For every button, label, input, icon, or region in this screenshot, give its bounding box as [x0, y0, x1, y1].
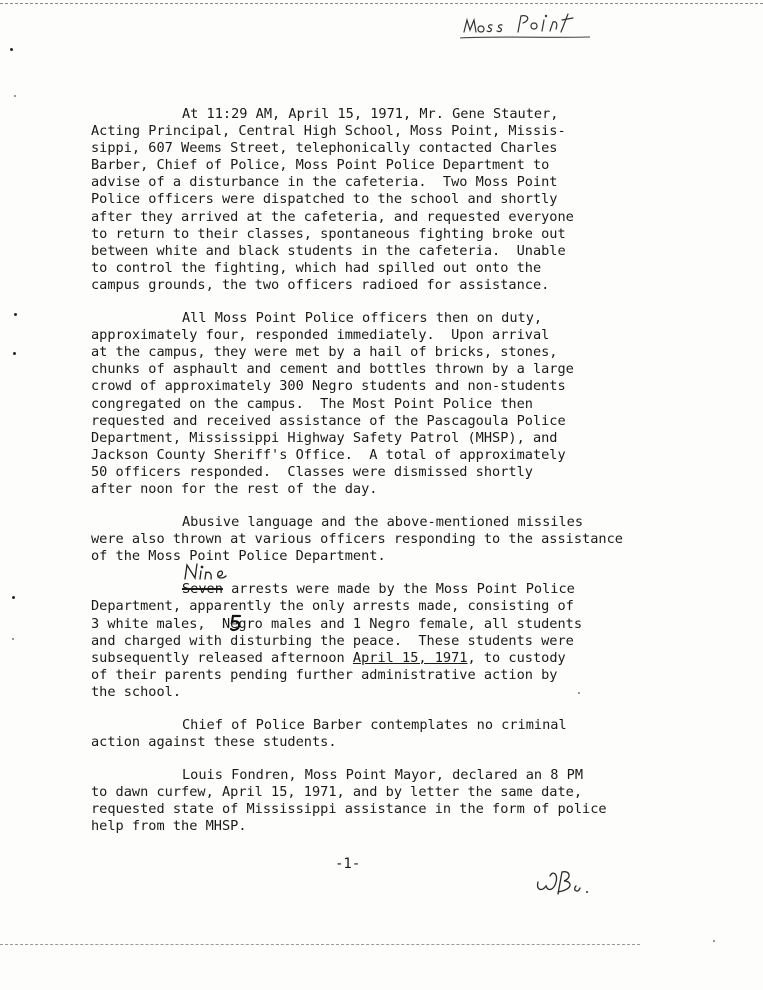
paragraph-3 — [91, 514, 751, 565]
text-line: 3 white males, Negro males and 1 Negro female, all students — [91, 615, 583, 632]
text-fragment: subsequently released afternoon — [91, 649, 353, 666]
text-line: Abusive language and the above-mentioned missiles — [182, 514, 584, 531]
text-line: the school. — [91, 683, 182, 700]
text-line: of their parents pending further administrative action by — [91, 666, 558, 683]
paragraph-4 — [91, 573, 751, 701]
margin-dot — [12, 596, 15, 599]
text-line: to return to their classes, spontaneous fighting broke out — [91, 225, 566, 242]
text-line: between white and black students in the cafeteria. Unable — [91, 242, 566, 259]
text-line: requested and received assistance of the Pascagoula Police — [91, 412, 566, 429]
text-line: advise of a disturbance in the cafeteria. Two Moss Point — [91, 174, 558, 191]
text-line: Jackson County Sheriff's Office. A total of approximately — [91, 446, 566, 463]
struck-word: Seven — [182, 581, 223, 598]
handwritten-initials — [532, 862, 592, 900]
text-line: Police officers were dispatched to the school and shortly — [91, 191, 558, 208]
margin-dot — [14, 313, 17, 316]
paragraph-6 — [91, 767, 751, 835]
top-dashed-rule — [0, 3, 763, 4]
text-line: of the Moss Point Police Department. — [91, 548, 386, 565]
text-line: crowd of approximately 300 Negro students and non-students — [91, 378, 566, 395]
text-line: sippi, 607 Weems Street, telephonically contacted Charles — [91, 140, 558, 157]
text-line: Acting Principal, Central High School, Moss Point, Missis- — [91, 123, 566, 140]
text-line: Chief of Police Barber contemplates no criminal — [182, 717, 567, 733]
bottom-dashed-rule — [0, 944, 640, 945]
text-line: were also thrown at various officers responding to the assistance — [91, 531, 623, 548]
text-line: Department, apparently the only arrests made, consisting of — [91, 598, 574, 615]
text-line: action against these students. — [91, 734, 337, 751]
text-line — [91, 581, 751, 598]
text-line: 50 officers responded. Classes were dismissed shortly — [91, 463, 533, 480]
paragraph-2 — [91, 310, 751, 498]
scan-speck — [578, 692, 580, 694]
text-fragment: arrests were made by the Moss Point Police — [222, 581, 575, 598]
margin-dot — [10, 48, 13, 51]
memo-body — [91, 106, 751, 852]
text-line: to dawn curfew, April 15, 1971, and by letter the same date, — [91, 784, 583, 801]
scan-speck — [713, 940, 715, 942]
text-line: after they arrived at the cafeteria, and requested everyone — [91, 208, 574, 225]
scan-speck — [14, 95, 16, 97]
text-line: after noon for the rest of the day. — [91, 480, 378, 497]
text-line: and charged with disturbing the peace. These students were — [91, 632, 574, 649]
text-line: campus grounds, the two officers radioed for assistance. — [91, 276, 550, 293]
text-line — [91, 650, 751, 667]
text-line: Louis Fondren, Moss Point Mayor, declared an 8 PM — [182, 767, 584, 784]
page-number: -1- — [335, 856, 361, 872]
underlined-date: April 15, 1971 — [352, 649, 468, 666]
text-line: Barber, Chief of Police, Moss Point Police Department to — [91, 157, 550, 174]
text-line: approximately four, responded immediately. Upon arrival — [91, 327, 550, 344]
text-line: requested state of Mississippi assistance in the form of police — [91, 801, 607, 818]
paragraph-5 — [91, 717, 751, 751]
text-line: at the campus, they were met by a hail of bricks, stones, — [91, 344, 558, 361]
text-fragment: , to custody — [467, 649, 566, 666]
text-line: All Moss Point Police officers then on duty, — [182, 310, 543, 327]
handwritten-header — [450, 8, 610, 44]
text-line: to control the fighting, which had spilled out onto the — [91, 259, 542, 276]
text-line: help from the MHSP. — [91, 818, 247, 835]
text-line: congregated on the campus. The Most Point Police then — [91, 395, 533, 412]
text-line: Department, Mississippi Highway Safety Patrol (MHSP), and — [91, 429, 558, 446]
text-line: chunks of asphault and cement and bottles thrown by a large — [91, 361, 574, 378]
margin-dot — [13, 352, 16, 355]
text-line: At 11:29 AM, April 15, 1971, Mr. Gene Stauter, — [182, 106, 559, 122]
paragraph-1 — [91, 106, 751, 294]
scan-speck — [12, 638, 14, 640]
